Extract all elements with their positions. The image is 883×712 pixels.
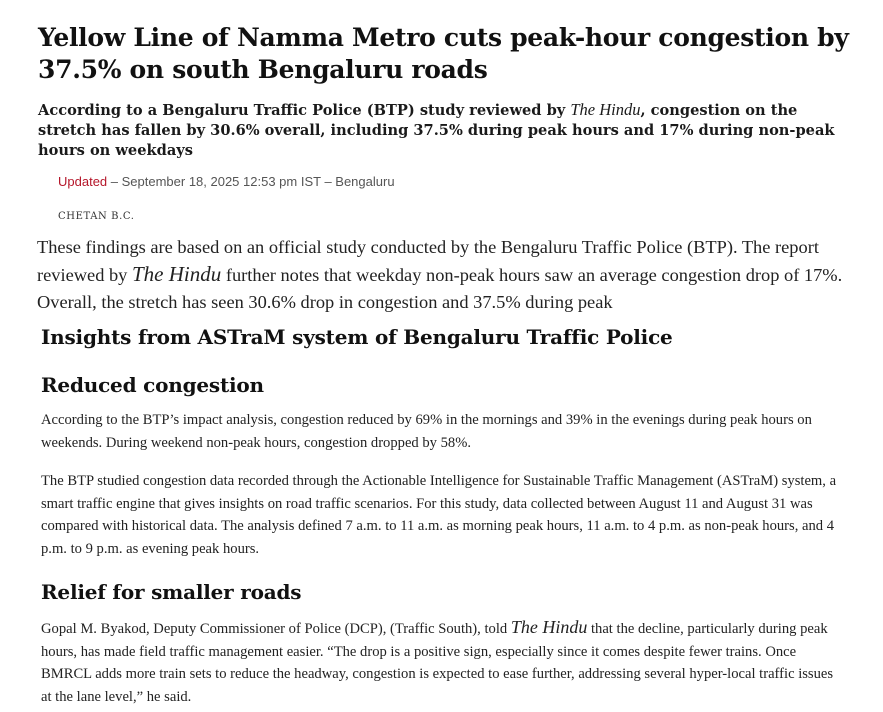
- article-meta: [58, 174, 395, 189]
- lead-text-end: further notes that weekday non-peak hours saw an average congestion drop of 17%. Overall, the stretch has seen 30.6% drop in congestion and 37.5% during peak: [37, 265, 843, 312]
- body-paragraph-2: The BTP studied congestion data recorded through the Actionable Intelligence for Sustainable Traffic Management (ASTraM) system, a smart traffic engine that gives insights on road traffic scenarios. For this study, data collected between August 11 and August 31 was compared with historical data. The analysis defined 7 a.m. to 11 a.m. as morning peak hours, 11 a.m. to 4 p.m. as non-peak hours, and 4 p.m. to 9 p.m. as evening peak hours.: [41, 473, 837, 557]
- lead-text-start: These findings are based on an official study conducted by the Bengaluru Traffic Police (BTP). The report reviewed by: [37, 237, 819, 285]
- body-paragraph-1: According to the BTP’s impact analysis, congestion reduced by 69% in the mornings and 39% in the evenings during peak hours on weekends. During weekend non-peak hours, congestion dropped by 58%.: [41, 412, 812, 451]
- dateline: – September 18, 2025 12:53 pm IST – Bengaluru: [107, 174, 395, 189]
- standfirst-text-end: , congestion on the stretch has fallen by 30.6% overall, including 37.5% during peak hours and 17% during non-peak hours on weekdays: [38, 102, 835, 159]
- subheading-relief-smaller-roads: Relief for smaller roads: [41, 580, 302, 604]
- subheading-reduced-congestion: Reduced congestion: [41, 373, 264, 397]
- updated-label: Updated: [58, 174, 108, 189]
- standfirst-publication-name: The Hindu: [570, 100, 641, 119]
- article-headline: Yellow Line of Namma Metro cuts peak-hour congestion by 37.5% on south Bengaluru roads: [38, 23, 849, 84]
- para3-text-end: that the decline, particularly during peak hours, has made field traffic management easier. “The drop is a positive sign, especially since it comes despite fewer trains. Once BMRCL adds more train sets to reduce the headway, congestion is expected to ease further, addressing several hyper-local traffic issues at the lane level,” he said.: [41, 621, 834, 705]
- author-byline[interactable]: CHETAN B.C.: [58, 211, 135, 222]
- para3-text-start: Gopal M. Byakod, Deputy Commissioner of Police (DCP), (Traffic South), told: [41, 621, 511, 637]
- lead-publication-name: The Hindu: [131, 262, 222, 286]
- article-standfirst: [38, 100, 838, 161]
- body-paragraph-3: [41, 616, 841, 708]
- lead-paragraph: [37, 234, 877, 316]
- standfirst-text-start: According to a Bengaluru Traffic Police (BTP) study reviewed by: [38, 102, 571, 119]
- section-heading: Insights from ASTraM system of Bengaluru Traffic Police: [41, 325, 673, 349]
- para3-publication-name: The Hindu: [510, 617, 588, 637]
